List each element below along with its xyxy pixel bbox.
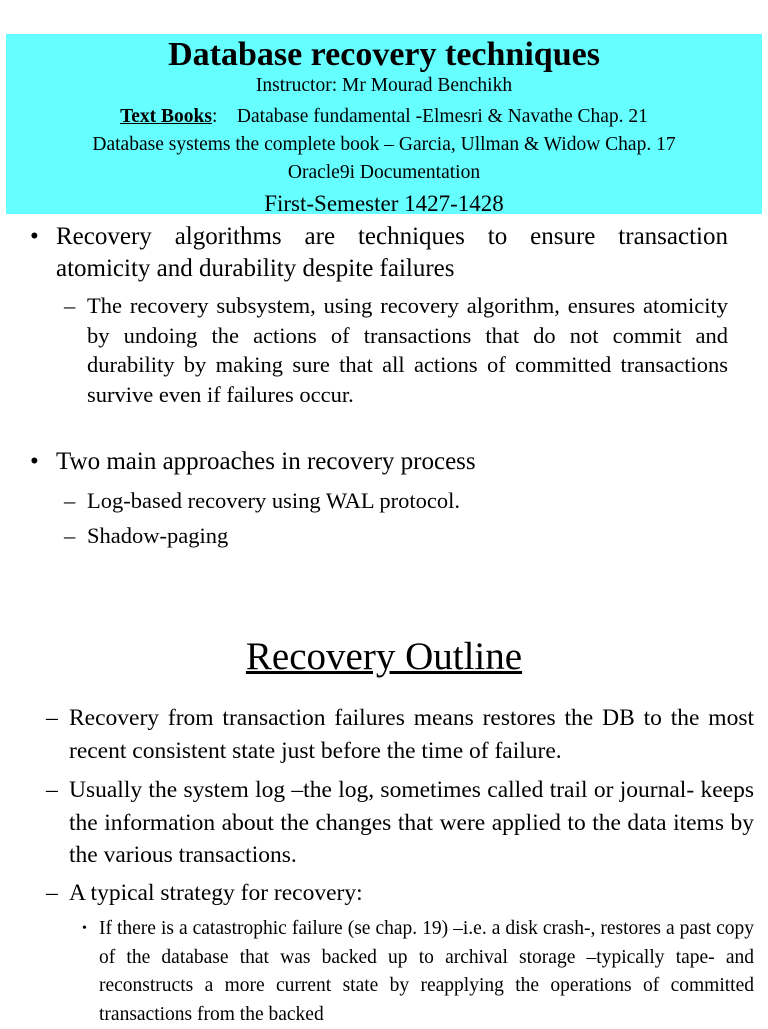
- sub-shadow-paging: [64, 521, 728, 551]
- semester-line: First-Semester 1427-1428: [264, 191, 504, 216]
- outline-text: Recovery from transaction failures means restores the DB to the most recent consistent state just before the time of failure.: [69, 705, 754, 764]
- bullet-mark: •: [30, 223, 39, 250]
- instructor-line: Instructor: Mr Mourad Benchikh: [255, 75, 513, 96]
- sub-text: Log-based recovery using WAL protocol.: [87, 488, 461, 513]
- section-title: Recovery Outline: [245, 635, 523, 678]
- dash-mark: –: [64, 523, 76, 548]
- dash-mark: –: [64, 488, 76, 513]
- outline-text: Usually the system log –the log, sometimes called trail or journal- keeps the information about the changes that were applied to the data items by the various transactions.: [69, 777, 754, 868]
- textbooks-line: [6, 105, 762, 129]
- bullet-text: Recovery algorithms are techniques to ensure transaction atomicity and durability despite failures: [56, 223, 728, 282]
- subitem-text: If there is a catastrophic failure (se chap. 19) –i.e. a disk crash-, restores a past copy of the database that was backed up to archival storage –typically tape- and reconstructs a more current state by reapplying the operations of committed transactions from the backed: [99, 918, 754, 1025]
- sub-log-based: [64, 486, 728, 516]
- dot-mark: •: [82, 921, 87, 936]
- textbooks-label: Text Books: [120, 106, 212, 127]
- textbook-3: Oracle9i Documentation: [287, 162, 481, 183]
- dash-mark: –: [46, 777, 58, 803]
- textbook-1: Database fundamental -Elmesri & Navathe Chap. 21: [236, 106, 648, 127]
- outline-item-transaction-failures: [46, 702, 754, 767]
- bullet-two-approaches: [30, 446, 728, 478]
- outline-item-strategy: [46, 877, 754, 910]
- sub-recovery-subsystem: [64, 291, 728, 409]
- outline-text: A typical strategy for recovery:: [69, 880, 363, 906]
- dash-mark: –: [64, 293, 76, 318]
- dash-mark: –: [46, 705, 58, 731]
- textbooks-separator: :: [212, 106, 218, 127]
- bullet-mark: •: [30, 448, 39, 475]
- header-banner: [6, 34, 762, 214]
- sub-text: The recovery subsystem, using recovery algorithm, ensures atomicity by undoing the actions of transactions that do not commit and durability by making sure that all actions of committed transactions survive even if failures occur.: [87, 293, 728, 407]
- bullet-recovery-algorithms: [30, 221, 728, 285]
- document-title: Database recovery techniques: [168, 36, 600, 73]
- dash-mark: –: [46, 880, 58, 906]
- outline-item-system-log: [46, 774, 754, 872]
- bullet-text: Two main approaches in recovery process: [56, 448, 476, 475]
- sub-text: Shadow-paging: [87, 523, 229, 548]
- outline-subitem-catastrophic: [82, 915, 754, 1029]
- textbook-2: Database systems the complete book – Garcia, Ullman & Widow Chap. 17: [92, 134, 676, 155]
